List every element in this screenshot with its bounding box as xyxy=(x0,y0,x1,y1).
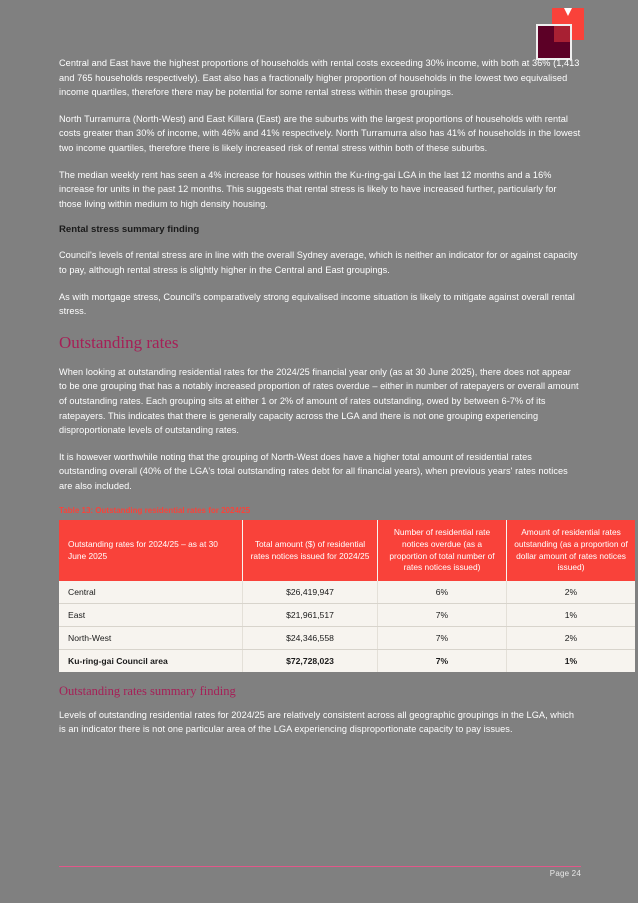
cell-total-amount: $26,419,947 xyxy=(243,581,378,604)
table-row xyxy=(59,581,635,604)
cell-total-amount: $72,728,023 xyxy=(243,649,378,672)
outstanding-rates-summary-heading: Outstanding rates summary finding xyxy=(59,683,236,698)
outstanding-rates-section-heading: Outstanding rates xyxy=(59,332,179,352)
cell-notices-overdue: 7% xyxy=(378,626,507,649)
body-paragraph: As with mortgage stress, Council's comparatively strong equivalised income situation is likely to mitigate against overall rental stress. xyxy=(59,291,575,317)
cell-grouping: Ku-ring-gai Council area xyxy=(59,649,243,672)
table-row-total xyxy=(59,649,635,672)
table-row xyxy=(59,626,635,649)
table-body xyxy=(59,581,635,672)
body-paragraph: Central and East have the highest proportions of households with rental costs exceeding 30% income, with both at 36% (1,413 and 765 households respectively). East also has a fractionally higher proportion of households in the lowest two equivalised income quartiles, therefore there may be potential for some rental stress within these groupings. xyxy=(59,58,580,98)
cell-notices-overdue: 7% xyxy=(378,649,507,672)
cell-grouping: East xyxy=(59,603,243,626)
body-paragraph: Council's levels of rental stress are in line with the overall Sydney average, which is neither an indicator for or against capacity to pay, although rental stress is slightly higher in the Central and East groupings. xyxy=(59,250,578,275)
table-caption: Table 13: Outstanding residential rates for 2024/25 xyxy=(59,506,251,516)
outstanding-rates-table xyxy=(59,520,635,671)
column-header-amount-outstanding: Amount of residential rates outstanding (as a proportion of dollar amount of rates notices issued) xyxy=(507,520,636,580)
cell-amount-outstanding: 1% xyxy=(507,603,636,626)
cell-total-amount: $24,346,558 xyxy=(243,626,378,649)
column-header-total-amount: Total amount ($) of residential rates notices issued for 2024/25 xyxy=(243,520,378,580)
column-header-notices-overdue: Number of residential rate notices overdue (as a proportion of total number of rates notices issued) xyxy=(378,520,507,580)
table-header-row xyxy=(59,520,635,580)
document-logo xyxy=(524,8,588,56)
table-header xyxy=(59,520,635,580)
cell-notices-overdue: 7% xyxy=(378,603,507,626)
cell-total-amount: $21,961,517 xyxy=(243,603,378,626)
table-row xyxy=(59,603,635,626)
cell-amount-outstanding: 2% xyxy=(507,581,636,604)
page-content xyxy=(59,56,628,749)
cell-amount-outstanding: 1% xyxy=(507,649,636,672)
cell-notices-overdue: 6% xyxy=(378,581,507,604)
cell-grouping: Central xyxy=(59,581,243,604)
cell-grouping: North-West xyxy=(59,626,243,649)
body-paragraph: Levels of outstanding residential rates for 2024/25 are relatively consistent across all geographic groupings in the LGA, which is an indicator there is not one particular area of the LGA experiencing disproportionate capacity to pay issues. xyxy=(59,709,575,735)
cell-amount-outstanding: 2% xyxy=(507,626,636,649)
footer-page-number: Page 24 xyxy=(549,869,581,878)
logo-overlap-square xyxy=(554,26,570,42)
column-header-grouping: Outstanding rates for 2024/25 – as at 30 June 2025 xyxy=(59,520,243,580)
body-paragraph: It is however worthwhile noting that the grouping of North-West does have a higher total amount of residential rates outstanding overall (40% of the LGA's total outstanding rates debt for all financial years), when previous years' rates notices are also included. xyxy=(59,451,568,491)
body-paragraph: The median weekly rent has seen a 4% increase for houses within the Ku-ring-gai LGA in the last 12 months and a 16% increase for units in the past 12 months. This suggests that rental stress is likely to have increased further, particularly for those living within medium to high density housing. xyxy=(59,169,557,209)
logo-chevron-notch-icon xyxy=(564,8,572,16)
footer-divider xyxy=(59,866,581,867)
rental-stress-summary-heading: Rental stress summary finding xyxy=(59,224,200,236)
body-paragraph: When looking at outstanding residential rates for the 2024/25 financial year only (as at 30 June 2025), there does not appear to be one grouping that has a notably increased proportion of rates overdue – either in number of ratepayers or overall amount of outstanding rates. Each grouping sits at either 1 or 2% of amount of rates outstanding, owed by between 6-7% of its ratepayers. This indicates that there is generally capacity across the LGA and there is not one grouping experiencing disproportionate levels of outstanding rates. xyxy=(59,366,579,436)
body-paragraph: North Turramurra (North-West) and East Killara (East) are the suburbs with the largest proportions of households with rental costs greater than 30% of income, with 46% and 41% respectively. North Turramurra also has 41% of households in the lowest two income quartiles, therefore there is likely increased risk of rental stress within both of these suburbs. xyxy=(59,113,581,153)
